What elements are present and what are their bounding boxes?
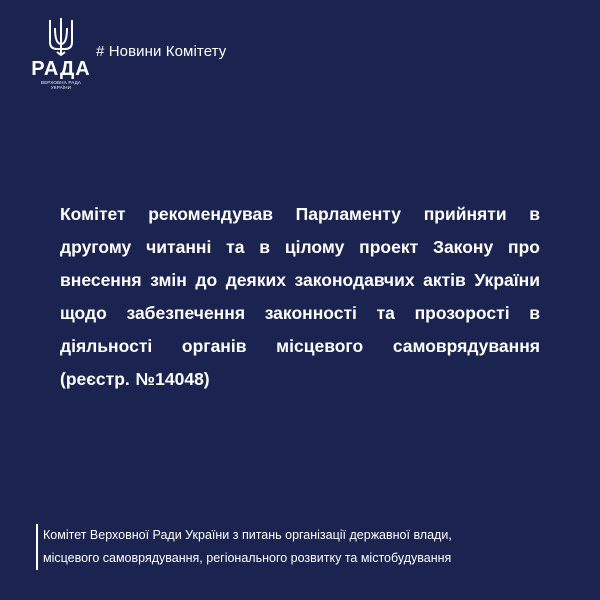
footer-line-2: місцевого самоврядування, регіонального розвитку та містобудування <box>43 551 452 565</box>
news-headline: Комітет рекомендував Парламенту прийняти в другому читанні та в цілому проект Закону про внесення змін до деяких законодавчих актів України щодо забезпечення законності та прозорості в діяльності органів місцевого самоврядування (реєстр. №14048) <box>60 204 540 389</box>
footer-line-1: Комітет Верховної Ради України з питань організації державної влади, <box>43 528 452 542</box>
committee-news-tag: # Новини Комітету <box>96 43 227 60</box>
logo-wordmark: РАДА <box>31 58 91 80</box>
logo-subtitle-line1: ВЕРХОВНА РАДА <box>40 80 82 85</box>
rada-logo <box>30 16 92 90</box>
trident-icon <box>46 16 76 56</box>
committee-footer <box>36 524 589 570</box>
logo-subtitle-line2: УКРАЇНИ <box>50 85 72 90</box>
